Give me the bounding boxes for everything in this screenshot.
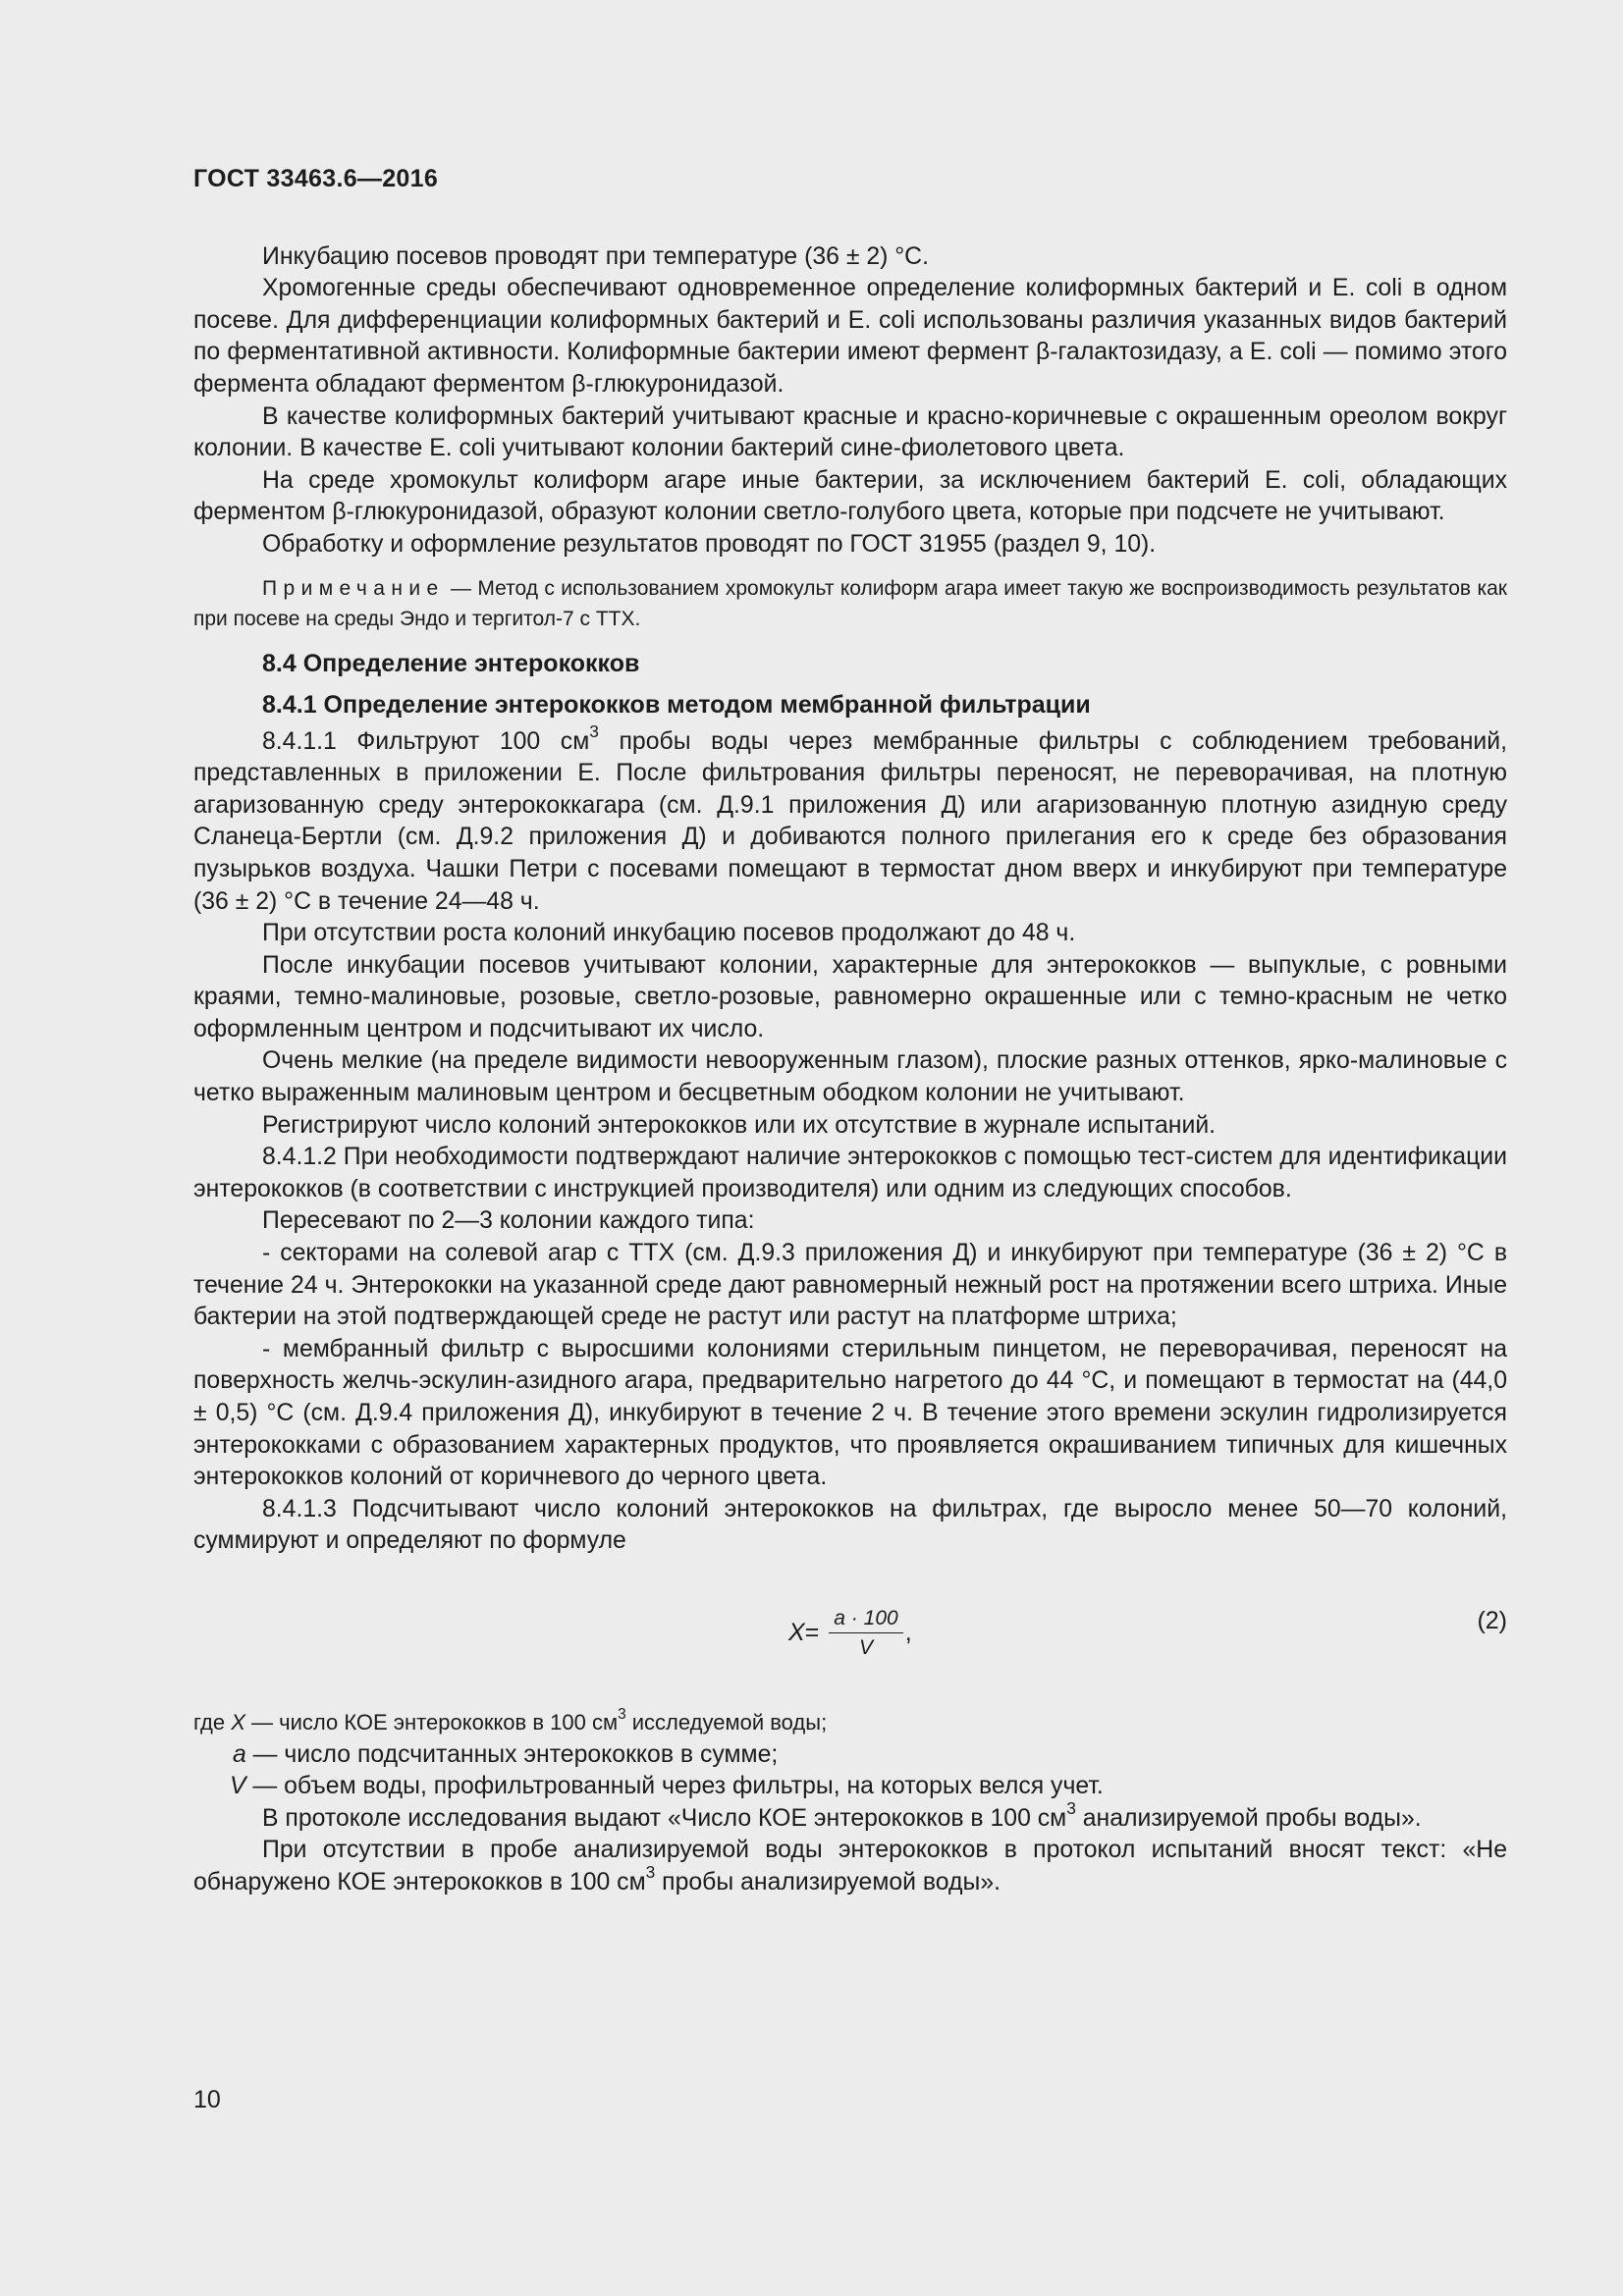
paragraph-typical-colonies: После инкубации посевов учитывают колонии, характерные для энтерококков — выпуклые, с ровными краями, темно-малиновые, розовые, светло-розовые, равномерно окрашенные или с темно-красным не четко оформленным центром и подсчитывают их число. bbox=[193, 951, 1507, 1042]
paragraph-chromocult-agar: На среде хромокульт колиформ агаре иные бактерии, за исключением бактерий Е. coli, обладающих ферментом β-глюкуронидазой, образуют колонии светло-голубого цвета, которые при подсчете не учитывают. bbox=[193, 466, 1507, 526]
note-text: — Метод с использованием хромокульт колиформ агара имеет такую же воспроизводимость результатов как при посеве на среды Эндо и тергитол-7 с ТТХ. bbox=[193, 576, 1507, 630]
formula-denominator: V bbox=[858, 1635, 873, 1659]
paragraph-8-4-1-1: 8.4.1.1 Фильтруют 100 $см^3$ пробы воды через мембранные фильтры с соблюдением требований, представленных в приложении Е. После фильтрования фильтры переносят, не переворачивая, на плотную агаризованную среду энтерококкагара (см. Д.9.1 приложения Д) или агаризованную плотную азидную среду Сланеца-Бертли (см. Д.9.2 приложения Д) и добиваются полного прилегания его к среде без образования пузырьков воздуха. Чашки Петри с посевами помещают в термостат дном вверх и инкубируют при температуре (36 ± 2) °С в течение 24—48 ч. bbox=[193, 721, 1507, 915]
section-heading-8-4: 8.4 Определение энтерококков bbox=[262, 649, 640, 677]
paragraph-incubation: Инкубацию посевов проводят при температуре (36 ± 2) °С. bbox=[262, 242, 929, 270]
definition-v: V — объем воды, профильтрованный через фильтры, на которых велся учет. bbox=[230, 1773, 1104, 1800]
paragraph-coliform-colonies: В качестве колиформных бактерий учитывают красные и красно-коричневые с окрашенным ореолом вокруг колонии. В качестве Е. coli учитывают колонии бактерий сине-фиолетового цвета. bbox=[193, 402, 1507, 462]
formula-lhs: X bbox=[788, 1619, 805, 1647]
page-number: 10 bbox=[193, 2086, 221, 2113]
list-item-salt-agar: - секторами на солевой агар с ТТХ (см. Д.9.3 приложения Д) и инкубируют при температуре (36 ± 2) °С в течение 24 ч. Энтерококки на указанной среде дают равномерный нежный рост на протяжении всего штриха. Иные бактерии на этой подтверждающей среде не растут или растут на платформе штриха; bbox=[193, 1240, 1507, 1331]
paragraph-small-colonies: Очень мелкие (на пределе видимости невооруженным глазом), плоские разных оттенков, ярко-малиновые с четко выраженным малиновым центром и бесцветным ободком колонии не учитывают. bbox=[193, 1047, 1507, 1107]
paragraph-8-4-1-3: 8.4.1.3 Подсчитывают число колоний энтерококков на фильтрах, где выросло менее 50—70 колоний, суммируют и определяют по формуле bbox=[193, 1495, 1507, 1555]
paragraph-not-detected: При отсутствии в пробе анализируемой воды энтерококков в протокол испытаний вносят текст: «Не обнаружено КОЕ энтерококков в 100 $см^3$ пробы анализируемой воды». bbox=[193, 1837, 1507, 1896]
paragraph-protocol: В протоколе исследования выдают «Число КОЕ энтерококков в 100 $см^3$ анализируемой пробы воды». bbox=[262, 1797, 1422, 1832]
formula-2 bbox=[193, 1575, 1507, 1697]
paragraph-results-processing: Обработку и оформление результатов проводят по ГОСТ 31955 (раздел 9, 10). bbox=[262, 530, 1157, 558]
standard-header: ГОСТ 33463.6—2016 bbox=[193, 165, 439, 192]
list-item-membrane-filter: - мембранный фильтр с выросшими колониями стерильным пинцетом, не переворачивая, переносят на поверхность желчь-эскулин-азидного агара, предварительно нагретого до 44 °С, и помещают в термостат на (44,0 ± 0,5) °С (см. Д.9.4 приложения Д), инкубируют в течение 2 ч. В течение этого времени эскулин гидролизируется энтерококками с образованием характерных продуктов, что проявляется окрашиванием типичных для кишечных энтерококков колоний от коричневого до черного цвета. bbox=[193, 1335, 1507, 1491]
formula-equals: = bbox=[804, 1619, 820, 1647]
note bbox=[193, 573, 1507, 634]
section-heading-8-4-1: 8.4.1 Определение энтерококков методом мембранной фильтрации bbox=[262, 690, 1091, 719]
formula-number: (2) bbox=[1477, 1606, 1507, 1634]
paragraph-reseed: Пересевают по 2—3 колонии каждого типа: bbox=[262, 1207, 755, 1235]
paragraph-8-4-1-2: 8.4.1.2 При необходимости подтверждают наличие энтерококков с помощью тест-систем для идентификации энтерококков (в соответствии с инструкцией производителя) или одним из следующих способов. bbox=[193, 1144, 1507, 1202]
note-label: Примечание bbox=[262, 576, 445, 600]
paragraph-chromogenic-media: Хромогенные среды обеспечивают одновременное определение колиформных бактерий и Е. coli в одном посеве. Для дифференциации колиформных бактерий и Е. coli использованы различия указанных видов бактерий по ферментативной активности. Колиформные бактерии имеют фермент β-галактозидазу, а Е. coli — помимо этого фермента обладают ферментом β-глюкуронидазой. bbox=[193, 275, 1507, 398]
definition-a: a — число подсчитанных энтерококков в сумме; bbox=[233, 1740, 779, 1768]
formula-definitions bbox=[193, 1707, 1507, 1803]
page-content bbox=[193, 163, 1507, 1899]
formula-trail: , bbox=[904, 1619, 912, 1647]
paragraph-no-growth: При отсутствии роста колоний инкубацию посевов продолжают до 48 ч. bbox=[262, 920, 1076, 947]
paragraph-register: Регистрируют число колоний энтерококков или их отсутствие в журнале испытаний. bbox=[262, 1111, 1217, 1139]
formula-numerator: a · 100 bbox=[829, 1605, 902, 1633]
definition-x: где X — число КОЕ энтерококков в 100 $см^3$ исследуемой воды; bbox=[193, 1706, 828, 1735]
formula-fraction bbox=[829, 1605, 902, 1661]
formula-expression bbox=[788, 1605, 912, 1661]
